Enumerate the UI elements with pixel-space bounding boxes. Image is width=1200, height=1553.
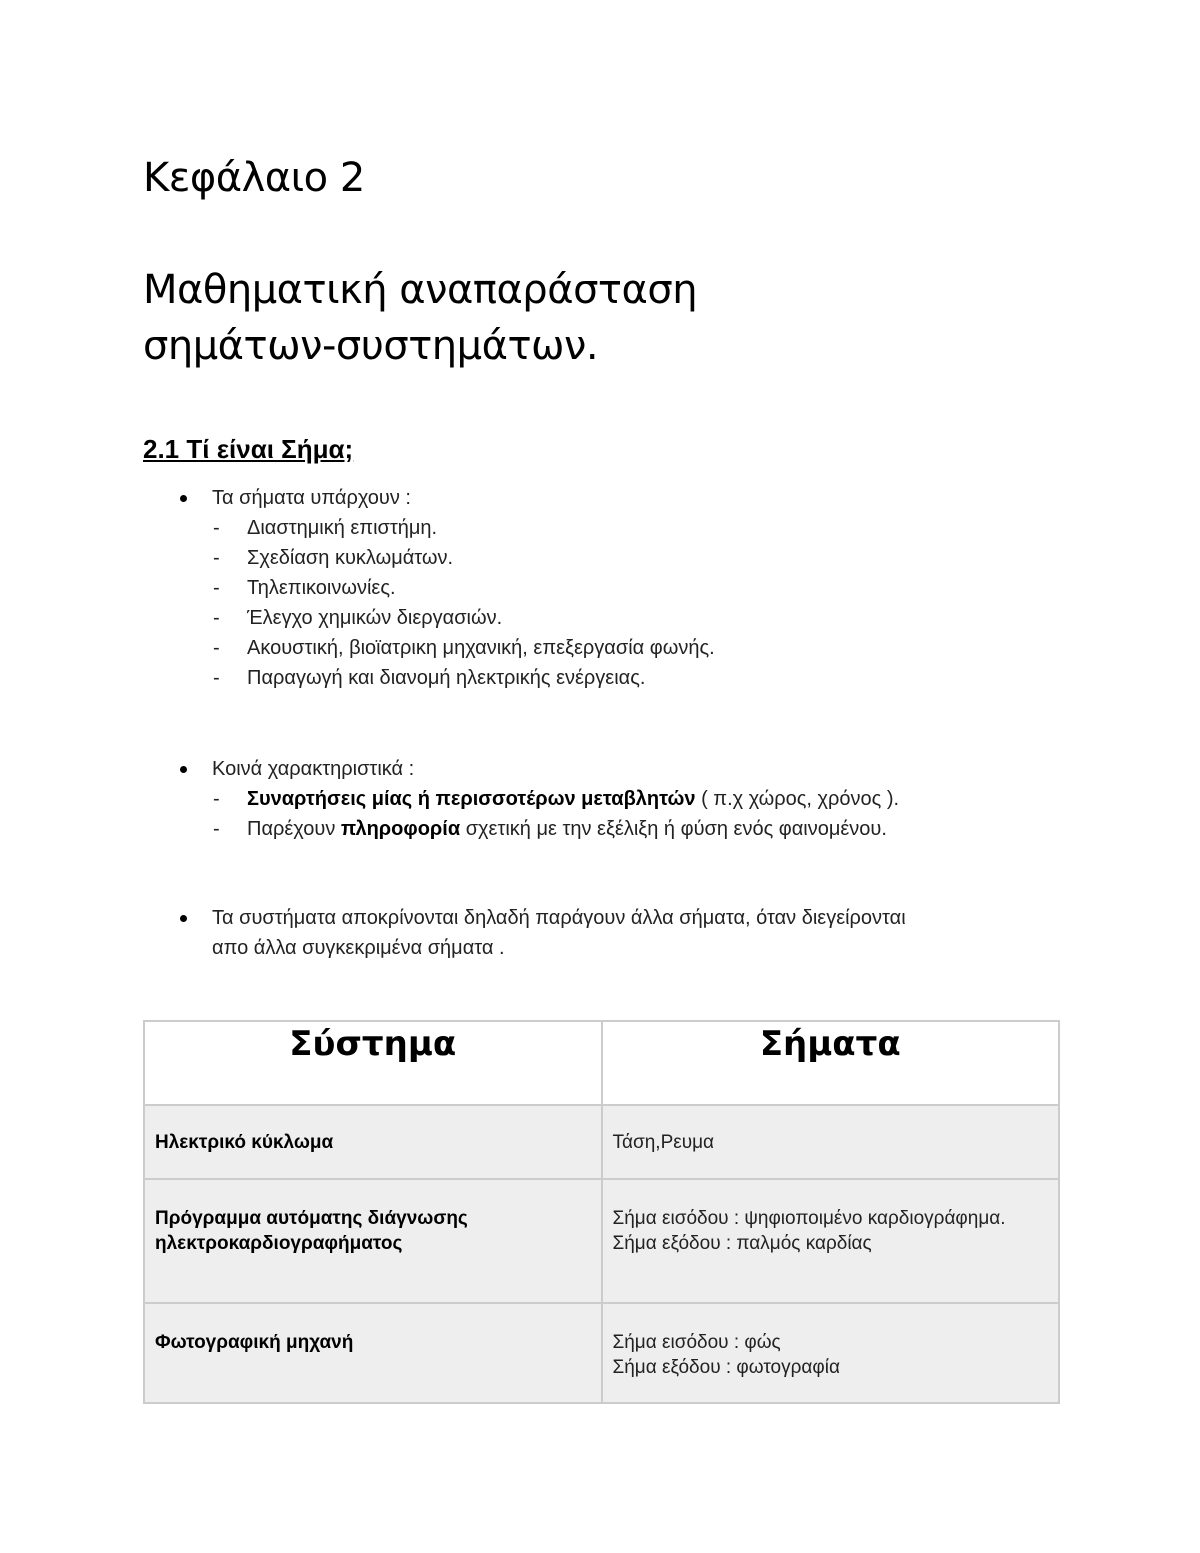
dash-item [143, 784, 1060, 814]
dash-item-text: Έλεγχο χημικών διεργασιών. [247, 607, 503, 629]
table-header-row [144, 1021, 1059, 1105]
title-line-2: σημάτων-συστημάτων. [143, 323, 599, 369]
column-header-signals: Σήματα [602, 1021, 1060, 1105]
dash-icon: - [213, 577, 220, 599]
bullet-list-applications [143, 483, 1060, 693]
dash-item-text: Παραγωγή και διανομή ηλεκτρικής ενέργειας. [247, 667, 646, 689]
dash-item [143, 663, 1060, 693]
section-heading: 2.1 Τί είναι Σήμα; [143, 434, 354, 464]
signal-line: Σήμα εξόδου : παλμός καρδίας [612, 1233, 872, 1254]
dash-item-bold: Συναρτήσεις μίας ή περισσοτέρων μεταβλητών [247, 788, 696, 810]
dash-item [143, 513, 1060, 543]
signal-line: Τάση,Ρευμα [612, 1132, 715, 1153]
dash-item [143, 633, 1060, 663]
table-row [144, 1303, 1059, 1403]
signal-line: Σήμα εξόδου : φωτογραφία [612, 1357, 840, 1378]
document-title [143, 262, 1043, 374]
dash-item-text: Παρέχουν [247, 818, 341, 840]
dash-item [143, 543, 1060, 573]
chapter-heading: Κεφάλαιο 2 [143, 155, 365, 201]
bullet-text: Κοινά χαρακτηριστικά : [212, 758, 415, 780]
dash-item-text: ( π.χ χώρος, χρόνος ). [695, 788, 900, 810]
signals-cell [602, 1179, 1060, 1303]
dash-icon: - [213, 667, 220, 689]
signals-cell [602, 1303, 1060, 1403]
dash-item-text: Τηλεπικοινωνίες. [247, 577, 396, 599]
bullet-text: Τα σήματα υπάρχουν : [212, 487, 411, 509]
signal-line: Σήμα εισόδου : ψηφιοποιμένο καρδιογράφημα. [612, 1208, 1006, 1229]
bullet-item [143, 483, 1060, 513]
column-header-system: Σύστημα [144, 1021, 602, 1105]
bullet-list-systems [143, 903, 1060, 963]
system-cell: Ηλεκτρικό κύκλωμα [144, 1105, 602, 1179]
dash-item [143, 814, 1060, 844]
bullet-text-line-1: Τα συστήματα αποκρίνονται δηλαδή παράγουν άλλα σήματα, όταν διεγείρονται [212, 907, 906, 929]
dash-item-bold: πληροφορία [340, 818, 461, 840]
title-line-1: Μαθηματική αναπαράσταση [143, 267, 698, 313]
dash-item-text: Ακουστική, βιοϊατρικη μηχανική, επεξεργασία φωνής. [247, 637, 715, 659]
dash-item-text: σχετική με την εξέλιξη ή φύση ενός φαινομένου. [460, 818, 887, 840]
dash-icon: - [213, 517, 220, 539]
bullet-icon [180, 495, 187, 502]
bullet-icon [180, 915, 187, 922]
system-cell: Φωτογραφική μηχανή [144, 1303, 602, 1403]
dash-icon: - [213, 547, 220, 569]
table-row [144, 1105, 1059, 1179]
bullet-item [143, 754, 1060, 784]
dash-item-text: Διαστημική επιστήμη. [247, 517, 438, 539]
dash-item-text: Σχεδίαση κυκλωμάτων. [247, 547, 454, 569]
dash-icon: - [213, 788, 220, 810]
system-cell: Πρόγραμμα αυτόματης διάγνωσης ηλεκτροκαρδιογραφήματος [144, 1179, 602, 1303]
systems-signals-table [143, 1020, 1060, 1404]
dash-icon: - [213, 637, 220, 659]
signal-line: Σήμα εισόδου : φώς [612, 1332, 781, 1353]
bullet-list-characteristics [143, 754, 1060, 844]
bullet-text-line-2: απο άλλα συγκεκριμένα σήματα . [212, 937, 505, 959]
bullet-icon [180, 766, 187, 773]
table-row [144, 1179, 1059, 1303]
bullet-item [143, 903, 1060, 963]
dash-item [143, 603, 1060, 633]
signals-cell [602, 1105, 1060, 1179]
dash-icon: - [213, 607, 220, 629]
dash-item [143, 573, 1060, 603]
dash-icon: - [213, 818, 220, 840]
